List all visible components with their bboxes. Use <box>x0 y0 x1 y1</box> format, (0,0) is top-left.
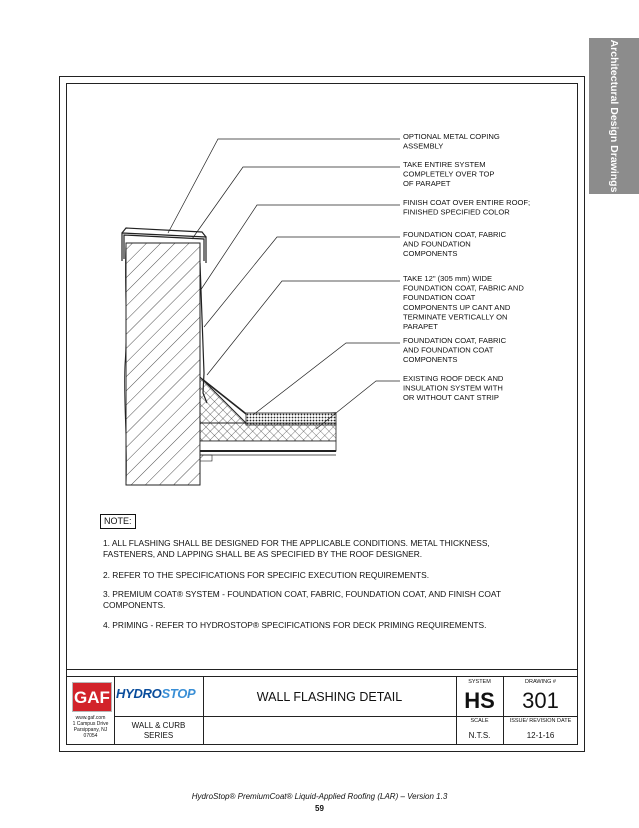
section-tab-label: Architectural Design Drawings <box>608 39 620 193</box>
scale-value: N.T.S. <box>468 731 491 740</box>
callout-label-5: TAKE 12" (305 mm) WIDE FOUNDATION COAT, FABRIC AND FOUNDATION COAT COMPONENTS UP CANT AND TERMINATE VERTICALLY ON PARAPET <box>403 274 524 331</box>
hydrostop-logo: HYDROSTOP <box>116 686 196 701</box>
section-tab <box>589 38 639 194</box>
note-heading: NOTE: <box>100 514 136 529</box>
parapet-wall <box>125 243 200 485</box>
wall-flashing-detail-drawing <box>66 83 578 513</box>
note-item-4: 4. PRIMING - REFER TO HYDROSTOP® SPECIFICATIONS FOR DECK PRIMING REQUIREMENTS. <box>103 620 487 630</box>
issue-date-value: 12-1-16 <box>526 731 555 740</box>
callout-labels <box>403 132 530 402</box>
issue-date-label: ISSUE/ REVISION DATE <box>509 718 572 724</box>
scale-label: SCALE <box>470 718 489 724</box>
callout-label-1: OPTIONAL METAL COPING ASSEMBLY <box>403 132 500 151</box>
drawing-number: 301 <box>522 688 559 713</box>
page-number: 59 <box>315 804 324 813</box>
note-item-2: 2. REFER TO THE SPECIFICATIONS FOR SPECIFIC EXECUTION REQUIREMENTS. <box>103 570 430 580</box>
callout-label-4: FOUNDATION COAT, FABRIC AND FOUNDATION COMPONENTS <box>403 230 507 259</box>
gaf-address: www.gaf.com 1 Campus Drive Parsippany, NJ 07054 <box>72 715 109 739</box>
system-value: HS <box>464 688 495 713</box>
drawing-title: WALL FLASHING DETAIL <box>256 690 403 704</box>
drawing-number-label: DRAWING # <box>525 679 556 685</box>
footer-title: HydroStop® PremiumCoat® Liquid-Applied Roofing (LAR) – Version 1.3 <box>191 792 448 801</box>
note-item-1: 1. ALL FLASHING SHALL BE DESIGNED FOR THE APPLICABLE CONDITIONS. METAL THICKNESS, FASTENERS, AND LAPPING SHALL BE AS SPECIFIED BY THE ROOF DESIGNER. <box>103 538 490 559</box>
callout-label-6: FOUNDATION COAT, FABRIC AND FOUNDATION COAT COMPONENTS <box>403 336 507 365</box>
gaf-logo: GAF <box>72 682 112 712</box>
series-label: WALL & CURB SERIES <box>131 721 186 740</box>
callout-label-7: EXISTING ROOF DECK AND INSULATION SYSTEM WITH OR WITHOUT CANT STRIP <box>403 374 504 403</box>
note-item-3: 3. PREMIUM COAT® SYSTEM - FOUNDATION COAT, FABRIC, FOUNDATION COAT, AND FINISH COAT COMPONENTS. <box>103 589 501 610</box>
callout-label-3: FINISH COAT OVER ENTIRE ROOF; FINISHED SPECIFIED COLOR <box>403 198 531 217</box>
callout-label-2: TAKE ENTIRE SYSTEM COMPLETELY OVER TOP OF PARAPET <box>403 160 495 189</box>
system-label: SYSTEM <box>468 679 491 685</box>
cant-strip <box>200 377 246 423</box>
roof-deck <box>200 451 336 461</box>
